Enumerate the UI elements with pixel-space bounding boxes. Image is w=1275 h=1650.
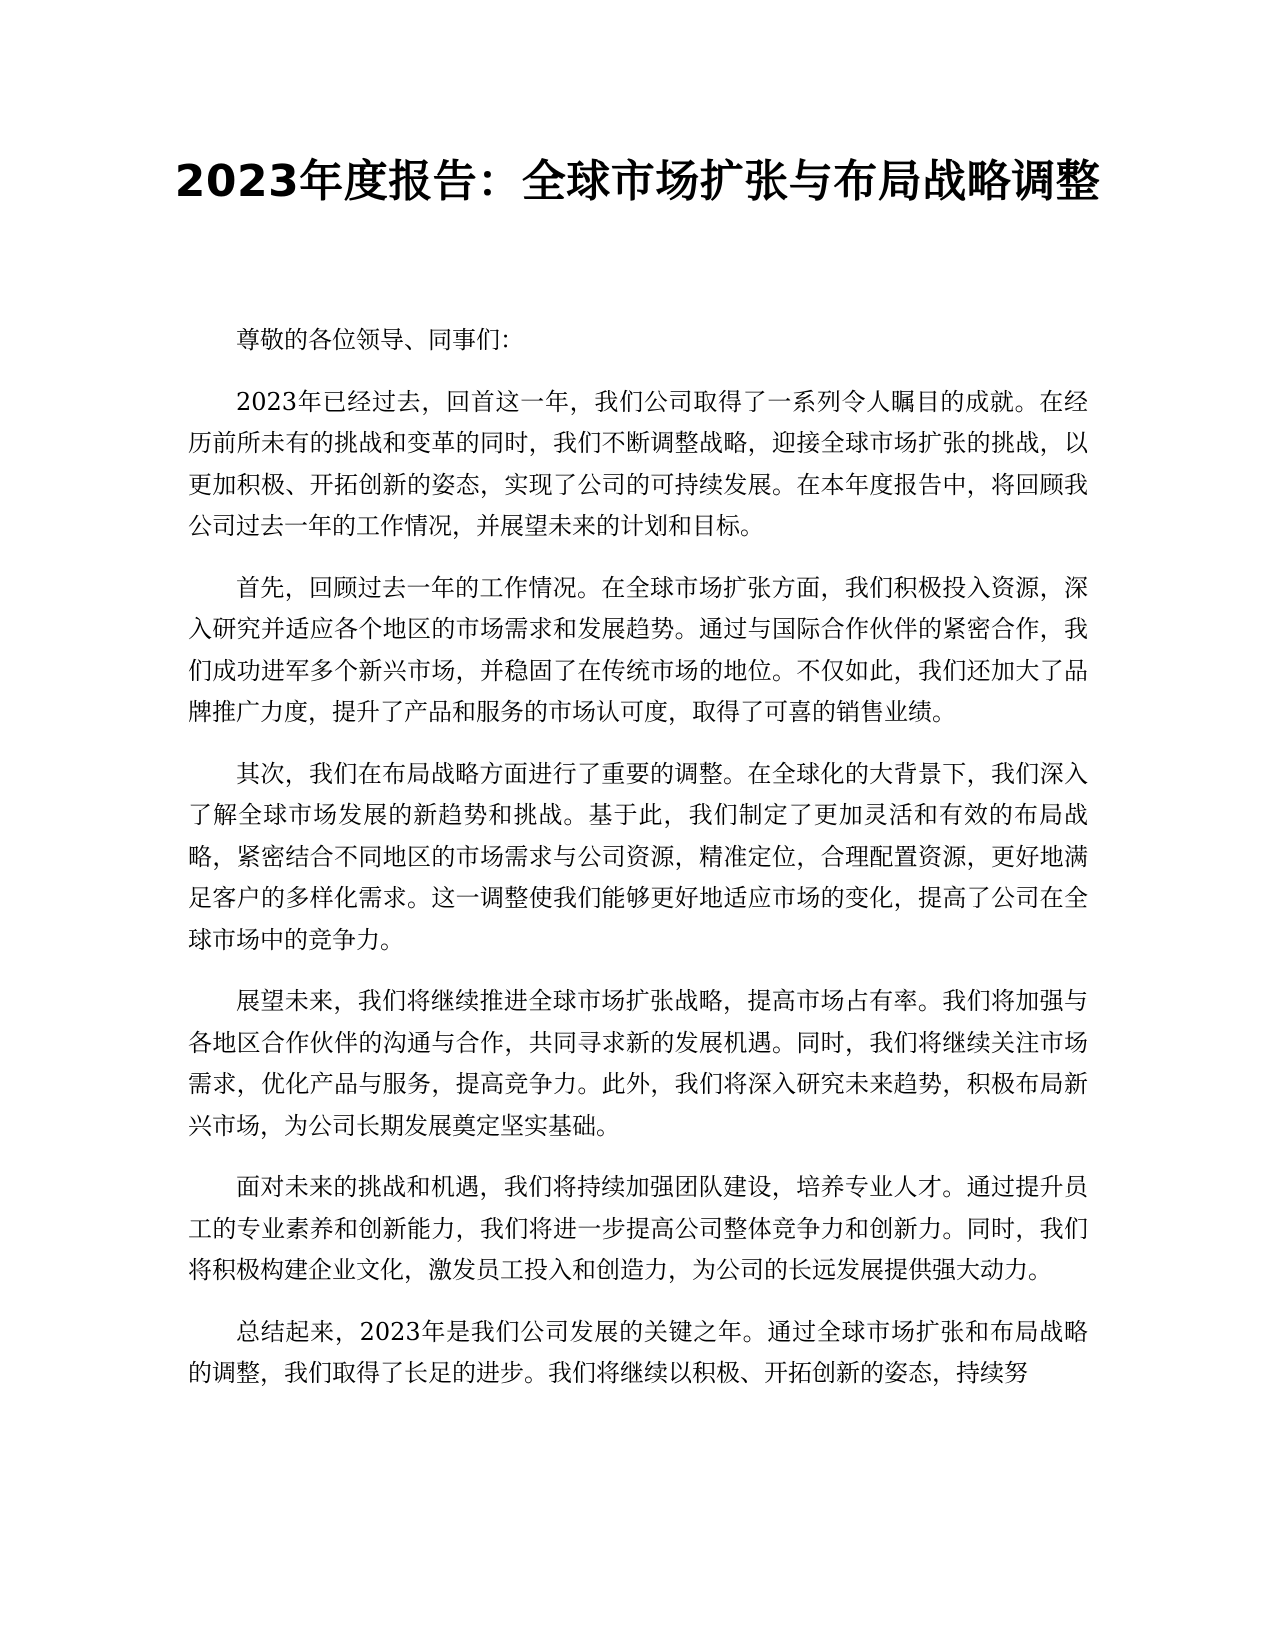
outlook-paragraph: 展望未来，我们将继续推进全球市场扩张战略，提高市场占有率。我们将加强与各地区合作伙伴的沟通与合作，共同寻求新的发展机遇。同时，我们将继续关注市场需求，优化产品与服务，提高竞争力。此外，我们将深入研究未来趋势，积极布局新兴市场，为公司长期发展奠定坚实基础。 (188, 987, 1088, 1140)
document-body (188, 320, 1088, 1415)
summary-paragraph: 总结起来，2023年是我们公司发展的关键之年。通过全球市场扩张和布局战略的调整，我们取得了长足的进步。我们将继续以积极、开拓创新的姿态，持续努 (188, 1317, 1088, 1387)
document-title: 2023年度报告：全球市场扩张与布局战略调整 (174, 156, 1101, 207)
team-paragraph: 面对未来的挑战和机遇，我们将持续加强团队建设，培养专业人才。通过提升员工的专业素养和创新能力，我们将进一步提高公司整体竞争力和创新力。同时，我们将积极构建企业文化，激发员工投入和创造力，为公司的长远发展提供强大动力。 (188, 1173, 1088, 1284)
review-paragraph: 首先，回顾过去一年的工作情况。在全球市场扩张方面，我们积极投入资源，深入研究并适应各个地区的市场需求和发展趋势。通过与国际合作伙伴的紧密合作，我们成功进军多个新兴市场，并稳固了在传统市场的地位。不仅如此，我们还加大了品牌推广力度，提升了产品和服务的市场认可度，取得了可喜的销售业绩。 (188, 573, 1088, 726)
strategy-paragraph: 其次，我们在布局战略方面进行了重要的调整。在全球化的大背景下，我们深入了解全球市场发展的新趋势和挑战。基于此，我们制定了更加灵活和有效的布局战略，紧密结合不同地区的市场需求与公司资源，精准定位，合理配置资源，更好地满足客户的多样化需求。这一调整使我们能够更好地适应市场的变化，提高了公司在全球市场中的竞争力。 (188, 759, 1088, 954)
intro-paragraph: 2023年已经过去，回首这一年，我们公司取得了一系列令人瞩目的成就。在经历前所未有的挑战和变革的同时，我们不断调整战略，迎接全球市场扩张的挑战，以更加积极、开拓创新的姿态，实现了公司的可持续发展。在本年度报告中，将回顾我公司过去一年的工作情况，并展望未来的计划和目标。 (188, 387, 1088, 540)
salutation-paragraph: 尊敬的各位领导、同事们： (236, 326, 524, 354)
